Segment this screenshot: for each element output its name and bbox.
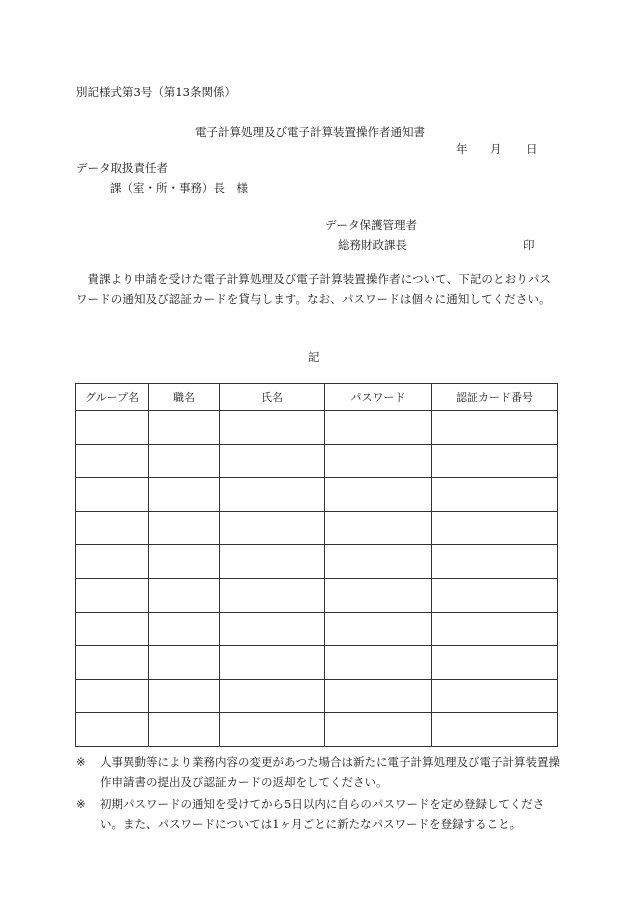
recipient-title: データ取扱責任者 <box>76 161 168 175</box>
header-auth-card-number: 認証カード番号 <box>432 384 558 411</box>
cell-password <box>325 612 432 646</box>
cell-full-name <box>220 578 325 612</box>
cell-password <box>325 511 432 545</box>
cell-auth-card-number <box>432 646 558 680</box>
table-row <box>76 545 558 579</box>
cell-group-name <box>76 511 149 545</box>
cell-full-name <box>220 444 325 478</box>
cell-full-name <box>220 511 325 545</box>
cell-group-name <box>76 478 149 512</box>
table-row <box>76 679 558 713</box>
cell-password <box>325 646 432 680</box>
cell-full-name <box>220 411 325 445</box>
table-row <box>76 511 558 545</box>
cell-auth-card-number <box>432 411 558 445</box>
cell-job-title <box>149 713 220 747</box>
cell-auth-card-number <box>432 444 558 478</box>
cell-full-name <box>220 545 325 579</box>
cell-full-name <box>220 679 325 713</box>
date-day-label: 日 <box>526 142 538 156</box>
cell-group-name <box>76 411 149 445</box>
cell-job-title <box>149 578 220 612</box>
cell-password <box>325 545 432 579</box>
cell-auth-card-number <box>432 713 558 747</box>
document-title: 電子計算処理及び電子計算装置操作者通知書 <box>195 125 425 139</box>
cell-job-title <box>149 511 220 545</box>
cell-group-name <box>76 646 149 680</box>
cell-auth-card-number <box>432 478 558 512</box>
cell-job-title <box>149 411 220 445</box>
cell-auth-card-number <box>432 612 558 646</box>
cell-job-title <box>149 478 220 512</box>
cell-full-name <box>220 612 325 646</box>
cell-full-name <box>220 646 325 680</box>
note-item <box>76 753 560 792</box>
note-item <box>76 795 560 834</box>
table-row <box>76 411 558 445</box>
cell-password <box>325 713 432 747</box>
cell-password <box>325 679 432 713</box>
cell-group-name <box>76 679 149 713</box>
table-body <box>76 411 558 747</box>
cell-group-name <box>76 612 149 646</box>
note-text: 人事異動等により業務内容の変更があつた場合は新たに電子計算処理及び電子計算装置操作申請書の提出及び認証カードの返却をしてください。 <box>100 755 560 789</box>
cell-job-title <box>149 612 220 646</box>
recipient-department: 課（室・所・事務）長 様 <box>110 181 248 195</box>
header-full-name: 氏名 <box>220 384 325 411</box>
cell-group-name <box>76 545 149 579</box>
header-group-name: グループ名 <box>76 384 149 411</box>
cell-job-title <box>149 545 220 579</box>
cell-group-name <box>76 713 149 747</box>
cell-password <box>325 444 432 478</box>
cell-job-title <box>149 646 220 680</box>
table-row <box>76 612 558 646</box>
cell-auth-card-number <box>432 679 558 713</box>
cell-full-name <box>220 713 325 747</box>
cell-group-name <box>76 578 149 612</box>
cell-group-name <box>76 444 149 478</box>
header-job-title: 職名 <box>149 384 220 411</box>
cell-auth-card-number <box>432 511 558 545</box>
table-row <box>76 578 558 612</box>
table-row <box>76 444 558 478</box>
body-paragraph: 貴課より申請を受けた電子計算処理及び電子計算装置操作者について、下記のとおりパスワードの通知及び認証カードを貸与します。なお、パスワードは個々に通知してください。 <box>76 272 552 306</box>
note-mark: ※ <box>76 797 86 811</box>
note-text: 初期パスワードの通知を受けてから5日以内に自らのパスワードを定め登録してください。また、パスワードについては1ヶ月ごとに新たなパスワードを登録すること。 <box>100 797 545 831</box>
form-number: 別記様式第3号（第13条関係） <box>76 85 236 99</box>
header-password: パスワード <box>325 384 432 411</box>
table-row <box>76 646 558 680</box>
cell-password <box>325 478 432 512</box>
date-year-label: 年 <box>456 142 468 156</box>
record-label: 記 <box>308 350 320 364</box>
cell-job-title <box>149 679 220 713</box>
operator-table <box>75 383 558 747</box>
table-row <box>76 478 558 512</box>
cell-auth-card-number <box>432 545 558 579</box>
date-line <box>456 141 538 157</box>
sender-name: 総務財政課長 <box>338 238 407 252</box>
cell-auth-card-number <box>432 578 558 612</box>
seal-mark: 印 <box>523 238 535 252</box>
cell-password <box>325 411 432 445</box>
table-row <box>76 713 558 747</box>
note-mark: ※ <box>76 755 86 769</box>
sender-title: データ保護管理者 <box>325 218 417 232</box>
cell-job-title <box>149 444 220 478</box>
table-header-row <box>76 384 558 411</box>
cell-full-name <box>220 478 325 512</box>
cell-password <box>325 578 432 612</box>
date-month-label: 月 <box>490 142 502 156</box>
